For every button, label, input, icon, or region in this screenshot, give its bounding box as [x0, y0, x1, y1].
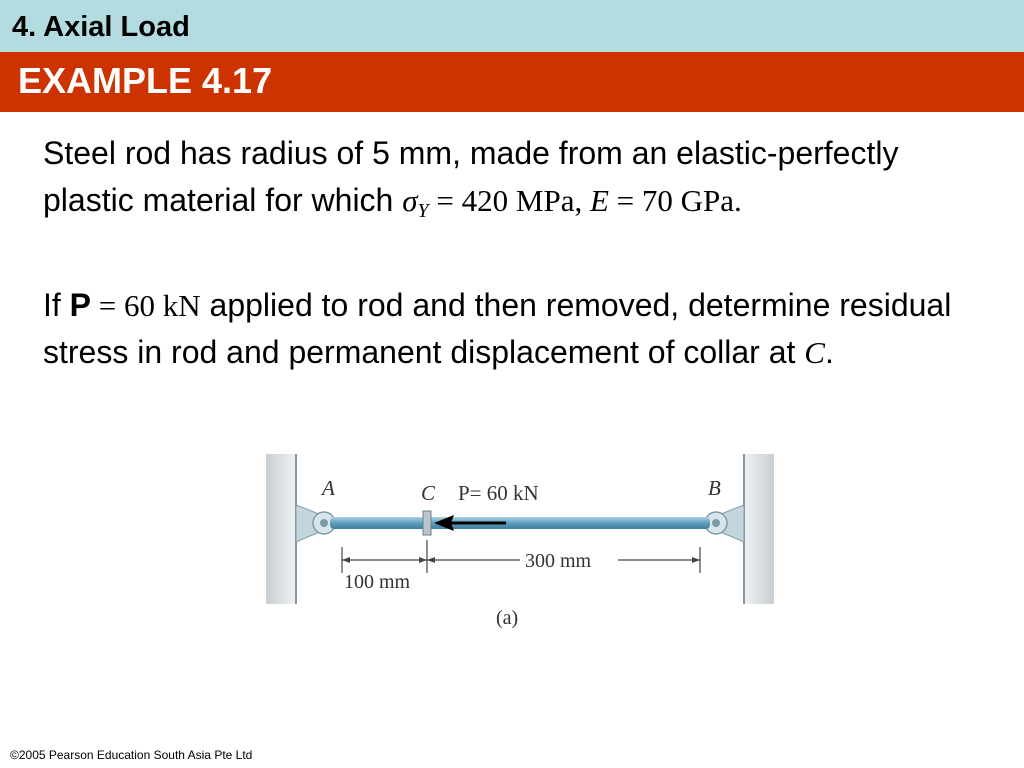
- modulus-value: = 70 GPa: [608, 183, 735, 218]
- collar-symbol: C: [804, 335, 825, 370]
- paragraph-2-text: applied to rod and then removed, determine residual stress in rod and permanent displacement of collar at: [43, 287, 952, 370]
- example-title: EXAMPLE 4.17: [18, 60, 273, 101]
- label-a: A: [322, 476, 335, 500]
- problem-statement-paragraph-1: [43, 130, 963, 235]
- collar: [423, 511, 431, 535]
- paragraph-2-end: .: [824, 334, 834, 370]
- paragraph-1-text: Steel rod has radius of 5 mm, made from an elastic-perfectly plastic material for which: [43, 135, 899, 218]
- yield-stress-value: = 420 MPa,: [428, 183, 590, 218]
- dimension-lines: [342, 540, 700, 573]
- right-support: [705, 505, 744, 542]
- left-wall: [266, 454, 296, 604]
- problem-statement-paragraph-2: [43, 282, 963, 376]
- rod-figure: [262, 450, 778, 640]
- modulus-symbol: E: [589, 183, 609, 218]
- load-symbol: P: [69, 287, 92, 323]
- sigma-symbol: σ: [402, 183, 418, 218]
- steel-rod: [330, 517, 710, 529]
- load-value: = 60 kN: [91, 288, 201, 323]
- chapter-title: 4. Axial Load: [12, 11, 190, 43]
- label-c: C: [421, 481, 436, 505]
- left-support: [296, 505, 335, 542]
- label-b: B: [708, 476, 721, 500]
- dimension-100mm: 100 mm: [344, 571, 411, 593]
- figure-caption: (a): [496, 607, 519, 629]
- sigma-subscript: Y: [417, 200, 429, 222]
- dimension-300mm: 300 mm: [525, 550, 592, 572]
- paragraph-2-if: If: [43, 287, 70, 323]
- copyright-footer: ©2005 Pearson Education South Asia Pte Ltd: [10, 748, 253, 762]
- paragraph-1-end: .: [734, 183, 742, 218]
- load-label: P= 60 kN: [458, 481, 539, 505]
- right-wall: [744, 454, 774, 604]
